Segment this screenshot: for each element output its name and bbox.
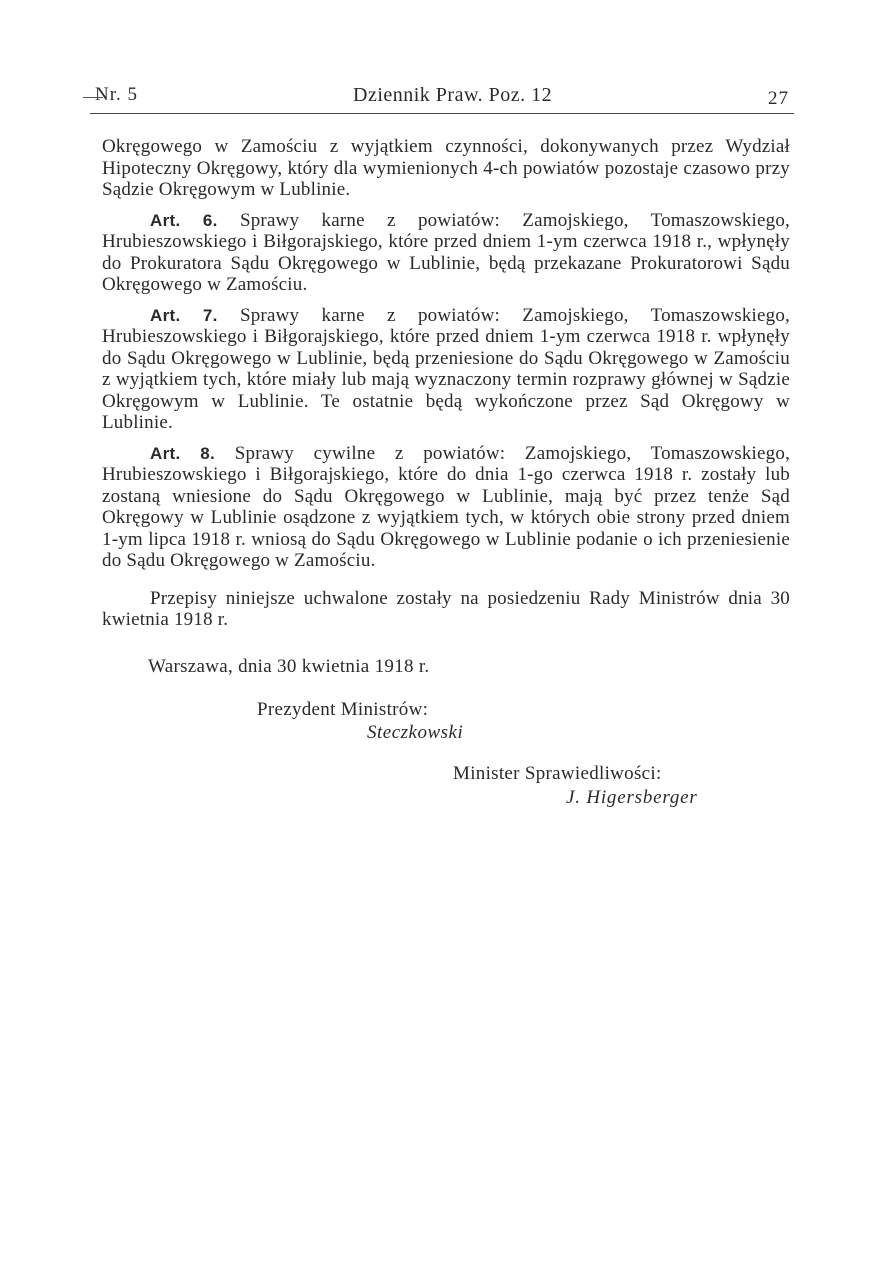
article-7 <box>102 305 790 434</box>
article-6 <box>102 210 790 296</box>
place-date: Warszawa, dnia 30 kwietnia 1918 r. <box>148 656 430 677</box>
article-8-text: Sprawy cywilne z powiatów: Zamojskiego, Tomaszowskiego, Hrubieszowskiego i Biłgorajskiego, które do dnia 1-go czerwca 1918 r. zostały lub zostaną wniesione do Sądu Okręgowego w Lublinie, mają być przez tenże Sąd Okręgowy w Lublinie osądzone z wyjątkiem tych, w których obie strony przed dniem 1-ym lipca 1918 r. wniosą do Sądu Okręgowego w Lublinie podanie o ich przeniesienie do Sądu Okręgowego w Zamościu. <box>102 442 791 571</box>
issue-number: Nr. 5 <box>95 84 138 105</box>
article-6-label: Art. 6. <box>150 210 218 230</box>
signatory-1-name: Steczkowski <box>367 722 464 743</box>
article-8-label: Art. 8. <box>150 443 216 463</box>
page-number: 27 <box>768 88 789 109</box>
page-header <box>95 84 795 114</box>
header-rule <box>90 113 794 114</box>
document-body <box>102 136 790 640</box>
paragraph-continuation: Okręgowego w Zamościu z wyjątkiem czynności, dokonywanych przez Wydział Hipoteczny Okręgowy, który dla wymienionych 4-ch powiatów pozostaje czasowo przy Sądzie Okręgowym w Lublinie. <box>102 136 790 200</box>
signatory-1-role: Prezydent Ministrów: <box>257 699 429 720</box>
article-7-text: Sprawy karne z powiatów: Zamojskiego, Tomaszowskiego, Hrubieszowskiego i Biłgorajskiego, które przed dniem 1-ym czerwca 1918 r. wpłynęły do Sądu Okręgowego w Lublinie, będą przeniesione do Sądu Okręgowego w Zamościu z wyjątkiem tych, które miały lub mają wyznaczony termin rozprawy głównej w Sądzie Okręgowym w Lublinie. Te ostatnie będą wykończone przez Sąd Okręgowy w Lublinie. <box>102 304 790 433</box>
article-7-label: Art. 7. <box>150 305 218 325</box>
final-provision: Przepisy niniejsze uchwalone zostały na posiedzeniu Rady Ministrów dnia 30 kwietnia 1918 r. <box>102 587 790 630</box>
journal-title: Dziennik Praw. Poz. 12 <box>353 84 553 106</box>
signatory-2-role: Minister Sprawiedliwości: <box>453 763 662 784</box>
signatory-2-name: J. Higersberger <box>566 787 698 808</box>
article-8 <box>102 443 790 572</box>
article-6-text: Sprawy karne z powiatów: Zamojskiego, Tomaszowskiego, Hrubieszowskiego i Biłgorajskiego, które przed dniem 1-ym czerwca 1918 r., wpłynęły do Prokuratora Sądu Okręgowego w Lublinie, będą przekazane Prokuratorowi Sądu Okręgowego w Zamościu. <box>102 209 790 295</box>
